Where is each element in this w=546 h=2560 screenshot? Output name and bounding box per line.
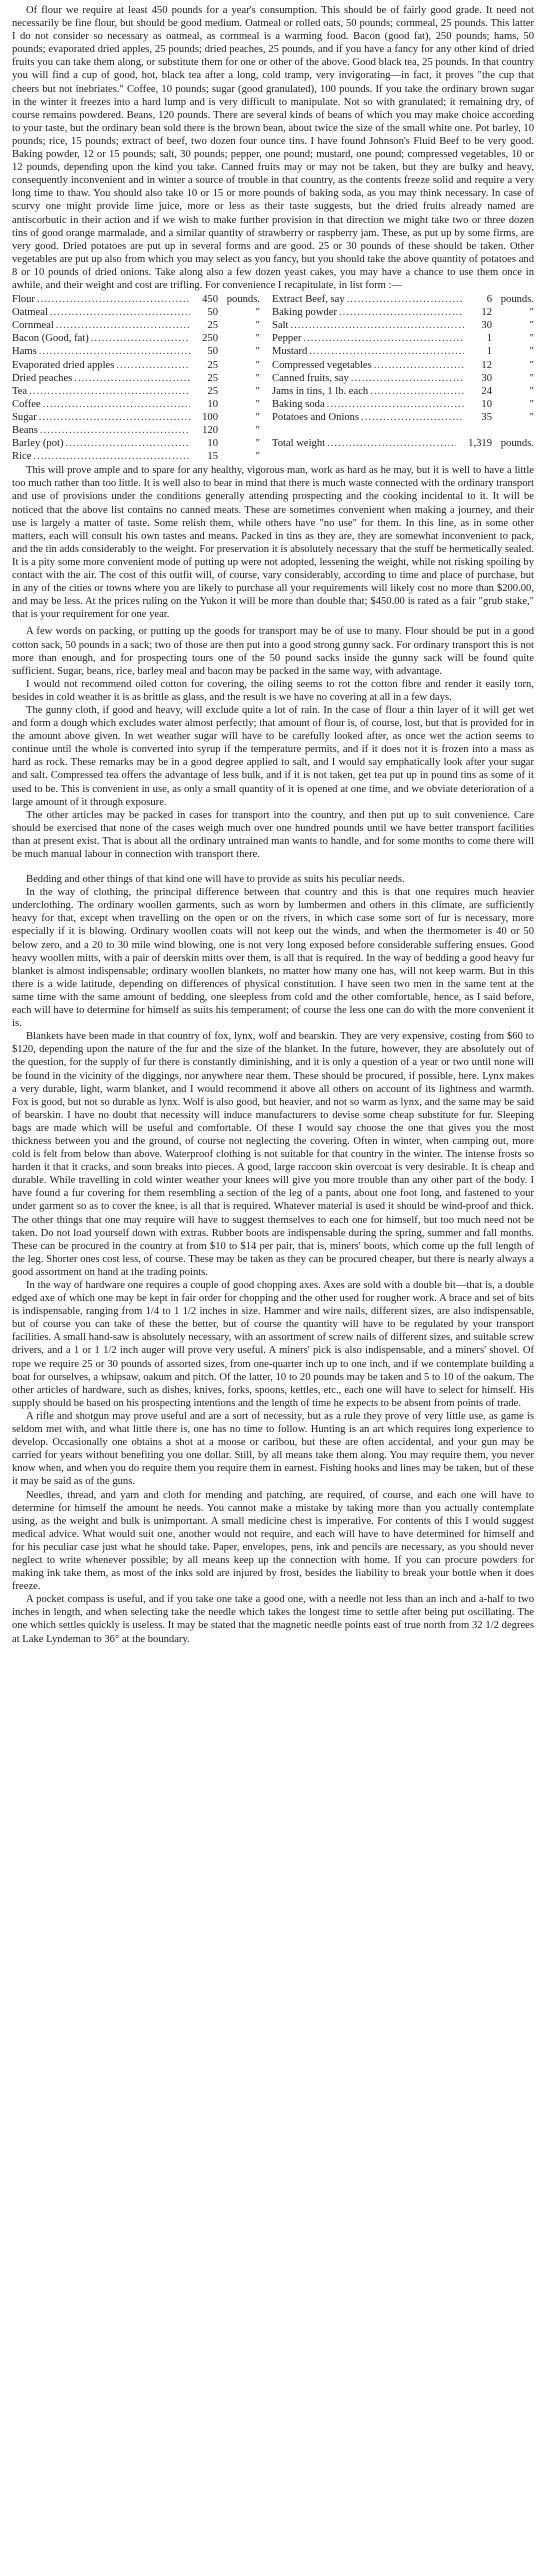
provision-name: Pepper bbox=[272, 333, 302, 345]
provision-name: Potatoes and Onions bbox=[272, 411, 360, 423]
provision-row bbox=[12, 424, 260, 437]
provision-name: Coffee bbox=[12, 398, 41, 410]
leader-dots bbox=[37, 293, 190, 306]
provision-row bbox=[12, 411, 260, 424]
provision-unit: " bbox=[529, 333, 534, 345]
provision-row bbox=[12, 437, 260, 450]
provision-unit: " bbox=[529, 411, 534, 423]
leader-dots bbox=[361, 411, 464, 424]
provision-name: Barley (pot) bbox=[12, 438, 64, 450]
provision-unit: " bbox=[255, 372, 260, 384]
provision-name: Tea bbox=[12, 385, 28, 397]
provision-row bbox=[272, 385, 534, 398]
provision-name: Beans bbox=[12, 425, 38, 436]
provision-row bbox=[12, 359, 260, 372]
provision-row bbox=[12, 306, 260, 319]
paragraph: In the way of clothing, the principal difference between that country and this is that one requires much heavier underclothing. The ordinary woollen garments, such as worn by lumbermen and others in this climate, are sufficiently heavy for that, except when travelling on the open or on the rivers, in which case some sort of fur is necessary, more especially if it is blowing. Ordinary woollen coats will not keep out the winds, and when the thermometer is 40 or 50 below zero, and a 20 to 30 mile wind blowing, one is not very long exposed before considerable suffering ensues. Good heavy woollen mitts, with a pair of deerskin mitts over them, is all that is required. In the way of bedding a good heavy fur blanket is almost indispensable; ordinary woollen blankets, no matter how many one has, will not keep warm. But in this there is a wide latitude, depending on differences of physical constitution. I have seen two men in the same tent at the same time with the same amount of bedding, one sleepless from cold and the other comfortable, hence, as I said before, each will have to determine for himself as suits his temperament; of course the less one can do with the more convenient it is. bbox=[12, 887, 534, 1030]
provision-qty: 1 bbox=[486, 346, 492, 358]
provision-qty: 30 bbox=[481, 320, 492, 332]
provision-row bbox=[12, 319, 260, 332]
paragraph: Needles, thread, and yarn and cloth for mending and patching, are required, of course, and each one will have to determine for himself the amount he needs. You cannot make a mistake by taking more than you actually contemplate using, as the weight and bulk is unimportant. A small medicine chest is imperative. For contents of this I would suggest medical advice. What would suit one, another would not require, and each will have to have determined for himself and for his peculiar case just what he should take. Paper, envelopes, pens, ink and pencils are necessary, as you should never neglect to write whenever possible; by all means keep up the connection with home. If you can procure powders for making ink take them, as most of the inks sold are injured by frost, besides the liability to break your bottle when it does freeze. bbox=[12, 1489, 534, 1593]
provision-name: Hams bbox=[12, 346, 37, 358]
paragraph: The other articles may be packed in cases for transport into the country, and then put up to suit convenience. Care should be exercised that none of the cases weigh much over one hundred pounds until we have better transport facilities than at present exist. That is about all the ordinary untrained man wants to handle, and for some months to come there will be much manual labour in connection with transport there. bbox=[12, 809, 534, 860]
provision-qty: 12 bbox=[481, 359, 492, 371]
paragraph: In the way of hardware one requires a couple of good chopping axes. Axes are sold with a double bit—that is, a double edged axe of which one may be kept in fair order for chopping and the other used for rougher work. A brace and set of bits is indispensable, ranging from 1/4 to 1 1/2 inches in size. Hammer and wire nails, different sizes, are also indispensable, but of course you can take of these the better, but of course the quantity will have to be regulated by your transport facilities. A small hand-saw is absolutely necessary, with an assortment of screw nails of different sizes, and suitable screw drivers, and a 1 or 1 1/2 inch auger will prove very useful. A miners' pick is also indispensable, and a miners' shovel. Of rope we require 25 or 30 pounds of assorted sizes, from one-quarter inch up to one inch, and if we contemplate building a boat for ourselves, a whipsaw, oakum and pitch. Of the latter, 10 to 20 pounds may be taken and 5 to 10 of the oakum. The other articles of hardware, such as dishes, knives, forks, spoons, kettles, etc., each one will have to select for himself. His supply should be based on his prospecting intentions and the length of time he expects to be absent from points of trade. bbox=[12, 1280, 534, 1409]
leader-dots bbox=[56, 319, 190, 332]
provision-name: Sugar bbox=[12, 411, 37, 423]
provision-unit: " bbox=[255, 398, 260, 410]
provision-qty: 25 bbox=[207, 320, 218, 332]
provision-qty: 50 bbox=[207, 346, 218, 358]
provision-row bbox=[272, 372, 534, 385]
provision-qty: 15 bbox=[207, 451, 218, 463]
provision-qty: 25 bbox=[207, 385, 218, 397]
leader-dots bbox=[39, 411, 190, 424]
provision-qty: 12 bbox=[481, 307, 492, 319]
leader-dots bbox=[290, 319, 464, 332]
paragraph: Blankets have been made in that country of fox, lynx, wolf and bearskin. They are very expensive, costing from $60 to $120, depending upon the nature of the fur and the size of the blanket. In the future, however, they are absolutely out of the question, for the supply of fur there is constantly diminishing, and it is only a question of a year or two until none will be found in the vicinity of the diggings, nor anywhere near them. These should be procured, if possible, here. Lynx makes a very durable, light, warm blanket, and I would recommend it above all others on account of its lightness and warmth. Fox is good, but not so durable as lynx. Wolf is also good, but heavier, and not so warm as lynx, and the same may be said of bearskin. I have no doubt that necessity will induce manufacturers to devise some cheap substitute for fur. Sleeping bags are made which will be useful and comfortable. Of these I would say choose the one that gives you the most thickness between you and the ground, of course not neglecting the covering. Often in winter, when camping out, more cold is felt from below than above. Waterproof clothing is not suitable for that country in the winter. The intense frosts so harden it that it cracks, and soon breaks into pieces. A good, large raccoon skin overcoat is very desirable. It is cheap and durable. While travelling in cold winter weather your knees will give you more trouble than any other part of the body. I have found a fur covering for them resembling a section of the leg of a pants, about one foot long, and fastened to your under garment so as to cover the knee, is all that is required. Whatever material is used it should be wind-proof and thick. The other things that one may require will have to suggest themselves to each one for himself, but too much need not be taken. Do not load yourself down with extras. Rubber boots are indispensable during the spring, summer and fall months. These can be procured in the country at from $10 to $14 per pair, that is, miners' boots, which come up the full length of the leg. Shorter ones cost less, of course. These may be taken as they can be procured cheaper, but there is nearly always a good assortment on hand at the trading points. bbox=[12, 1031, 534, 1278]
provision-name: Salt bbox=[272, 320, 289, 332]
provision-row bbox=[12, 385, 260, 398]
provision-row bbox=[272, 332, 534, 345]
provision-qty: 35 bbox=[481, 411, 492, 423]
provision-unit: " bbox=[255, 385, 260, 397]
provision-row bbox=[272, 319, 534, 332]
provision-qty: 30 bbox=[481, 372, 492, 384]
provision-unit: " bbox=[529, 372, 534, 384]
provision-qty: 6 bbox=[486, 294, 492, 306]
provision-row bbox=[12, 332, 260, 345]
provision-unit: " bbox=[529, 398, 534, 410]
provision-name: Bacon (Good, fat) bbox=[12, 333, 89, 345]
provisions-table bbox=[12, 293, 534, 463]
provision-row bbox=[272, 359, 534, 372]
paragraph: The gunny cloth, if good and heavy, will exclude quite a lot of rain. In the case of flour a thin layer of it will get wet and form a dough which excludes water almost perfectly; that amount of flour is, of course, lost, but that is provided for in the amount above given. In wet weather sugar will have to be carefully looked after, as once wet the action seems to continue until the whole is converted into syrup if the temperature permits, and if it does not it is frozen into a mass as hard as rock. These remarks may be in a good degree applied to salt, and I would say emphatically look after your sugar and salt. Compressed tea offers the advantage of less bulk, and if it is not taken, get tea put up in pound tins as some of it used to be. This is convenient in use, as only a small quantity of it is opened at one time, and we obviate deterioration of a large amount of it through exposure. bbox=[12, 704, 534, 808]
document-page bbox=[12, 4, 534, 1646]
provision-row bbox=[272, 306, 534, 319]
provision-qty: 25 bbox=[207, 372, 218, 384]
provision-row bbox=[12, 372, 260, 385]
paragraph: This will prove ample and to spare for any healthy, vigorous man, work as hard as he may, but it is well to have a little too much rather than too little. It is well also to bear in mind that there is much waste connected with the ordinary transport and use of provisions under the conditions generally attending prospecting and the cooking incidental to it. It will be noticed that the above list contains no canned meats. These are sometimes convenient when making a journey, and their use is largely a matter of taste. Some relish them, while others have "no use" for them. In this line, as in some other matters, each will consult his own tastes and means. Packed in tins as they are, they are somewhat inconvenient to pack, and the tin adds considerably to the weight. For preservation it is absolutely necessary that the stuff be hermetically sealed. It is a pity some more convenient mode of putting up were not adopted, lessening the weight, while not risking spoiling by contact with the air. The cost of this outfit will, of course, vary considerably, according to time and place of purchase, but in any of the cities or towns where you are likely to purchase all your requirements will likely cost no more than $200.00, and may be less. At the prices ruling on the Yukon it will be more than double that; $450.00 is rated as a fair "grub stake," that is your requirement for one year. bbox=[12, 465, 534, 621]
paragraph: I would not recommend oiled cotton for covering, the oiling seems to rot the cotton fibre and render it easily torn, besides in cold weather it is as brittle as glass, and the result is we have no covering at all in a few days. bbox=[12, 678, 534, 703]
provision-name: Flour bbox=[12, 294, 35, 306]
provision-row bbox=[272, 345, 534, 358]
provision-unit: " bbox=[529, 359, 534, 371]
provisions-column-left bbox=[12, 293, 260, 463]
provision-unit: " bbox=[255, 359, 260, 371]
provision-name: Oatmeal bbox=[12, 307, 48, 319]
leader-dots bbox=[370, 385, 464, 398]
provision-row bbox=[12, 293, 260, 306]
leader-dots bbox=[327, 398, 464, 411]
leader-dots bbox=[116, 359, 190, 372]
provision-unit: " bbox=[255, 320, 260, 332]
provisions-total-unit: pounds. bbox=[500, 438, 534, 449]
provision-qty: 120 bbox=[202, 425, 218, 436]
leader-dots bbox=[50, 306, 190, 319]
paragraph: A pocket compass is useful, and if you take one take a good one, with a needle not less than an inch and a-half to two inches in length, and when selecting take the needle which takes the longest time to settle after being put oscillating. The one which settles quickly is useless. It may be stated that the magnetic needle points east of true north from 32 1/2 degrees at Lake Lyndeman to 36° at the boundary. bbox=[12, 1594, 534, 1645]
paragraph: A rifle and shotgun may prove useful and are a sort of necessity, but as a rule they prove of very little use, as game is seldom met with, and what little there is, one has no time to follow. Hunting is an art which requires long experience to develop. Occasionally one obtains a shot at a moose or caribou, but these are often accidental, and your gun may be carried for years without benefiting you one dollar. Still, by all means take them along. You may require them, you never know when, and when you do require them you require them in earnest. Fishing hooks and lines may be taken, but of these it may be said as of the guns. bbox=[12, 1410, 534, 1488]
provision-row bbox=[272, 293, 534, 306]
provision-unit: " bbox=[529, 307, 534, 319]
provision-qty: 10 bbox=[207, 398, 218, 410]
leader-dots bbox=[43, 398, 190, 411]
leader-dots bbox=[29, 385, 190, 398]
leader-dots bbox=[309, 345, 464, 358]
provision-unit: pounds. bbox=[226, 294, 260, 306]
provision-unit: " bbox=[255, 451, 260, 463]
leader-dots bbox=[374, 359, 464, 372]
provision-qty: 450 bbox=[202, 294, 218, 306]
provision-row bbox=[272, 411, 534, 424]
provision-name: Baking powder bbox=[272, 307, 338, 319]
leader-dots bbox=[347, 293, 464, 306]
leader-dots bbox=[40, 424, 190, 437]
provision-qty: 1 bbox=[486, 333, 492, 345]
paragraph: A few words on packing, or putting up the goods for transport may be of use to many. Flour should be put in a good cotton sack, 50 pounds in a sack; two of those are then put into a good strong gunny sack. For ordinary transport this is not more than enough, and for prospecting tours one of the 50 pound sacks inside the gunny sack will be found quite sufficient. Sugar, beans, rice, barley meal and bacon may be packed in the same way, with advantage. bbox=[12, 626, 534, 677]
provision-unit: " bbox=[255, 425, 260, 436]
provision-row bbox=[12, 398, 260, 411]
provision-name: Dried peaches bbox=[12, 372, 73, 384]
provisions-column-right bbox=[272, 293, 534, 463]
provision-name: Extract Beef, say bbox=[272, 294, 345, 306]
provision-unit: " bbox=[529, 385, 534, 397]
leader-dots bbox=[303, 332, 464, 345]
leader-dots bbox=[74, 372, 190, 385]
provision-unit: " bbox=[255, 307, 260, 319]
provision-unit: " bbox=[255, 411, 260, 423]
provision-unit: " bbox=[255, 438, 260, 450]
provision-row bbox=[12, 450, 260, 463]
provision-qty: 10 bbox=[207, 438, 218, 450]
section-bedding-clothing-hardware bbox=[12, 873, 534, 1646]
provision-qty: 250 bbox=[202, 333, 218, 345]
provision-qty: 10 bbox=[481, 398, 492, 410]
provision-unit: " bbox=[529, 346, 534, 358]
provision-unit: " bbox=[255, 346, 260, 358]
provision-name: Canned fruits, say bbox=[272, 372, 349, 384]
provision-name: Baking soda bbox=[272, 398, 325, 410]
provision-name: Mustard bbox=[272, 346, 308, 358]
paragraph: Of flour we require at least 450 pounds for a year's consumption. This should be of fairly good grade. It need not necessarily be fine flour, but should be good medium. Oatmeal or rolled oats, 50 pounds; cornmeal, 25 pounds. This latter I do not consider so necessary as oatmeal, as cornmeal is a warming food. Bacon (good fat), 250 pounds; hams, 50 pounds; evaporated dried apples, 25 pounds; dried peaches, 25 pounds, and if you have a fancy for any other kind of dried fruits you can take them along, or substitute them for one or other of the above. Good black tea, 25 pounds. In that country you will find a cup of good, hot, black tea after a long, cold tramp, very invigorating—in fact, it proves "the cup that cheers but not inebriates." Coffee, 10 pounds; sugar (good granulated), 100 pounds. If you take the ordinary brown sugar in the winter it freezes into a hard lump and is very difficult to manipulate. Not so with granulated; it remaining dry, of course remains powdered. Beans, 120 pounds. There are several kinds of beans of which you may make choice according to your taste, but the ordinary bean sold there is the brown bean, about twice the size of the small white one. Pot barley, 10 pounds; rice, 15 pounds; extract of beef, two dozen four ounce tins. I have found Johnson's Fluid Beef to be very good. Baking powder, 12 or 15 pounds; salt, 30 pounds; pepper, one pound; mustard, one pound; compressed vegetables, 10 or 12 pounds, depending upon the kind you take. Canned fruits may or may not be taken, but they are bulky and heavy, consequently inconvenient and in winter a source of trouble in that country, as the contents freeze solid and require a very long time to thaw. You should also take 10 or 15 or more pounds of baking soda, as you may think necessary. In case of scurvy one might provide lime juice, more or less as their taste suggests, but the dried fruits already named are antiscorbutic in their action and if we wish to make further provision in that direction we might take two or three dozen tins of good orange marmalade, and a similar quantity of strawberry or raspberry jam. These, as put up by some firms, are very good. Dried potatoes are put up in several forms and are good. 25 or 30 pounds of these should be taken. Other vegetables are put up also from which you may select as you fancy, but you should take the above quantity of potatoes and 8 or 10 pounds of dried onions. Take along also a few dozen yeast cakes, you may have a chance to use them once in awhile, and their weight and cost are trifling. For convenience I recapitulate, in list form :— bbox=[12, 5, 534, 291]
leader-dots bbox=[39, 345, 190, 358]
provision-row bbox=[12, 345, 260, 358]
section-packing bbox=[12, 464, 534, 861]
provision-qty: 24 bbox=[481, 385, 492, 397]
leader-dots bbox=[65, 437, 190, 450]
provisions-total-row bbox=[272, 437, 534, 450]
provision-unit: " bbox=[529, 320, 534, 332]
leader-dots bbox=[33, 450, 190, 463]
provision-name: Cornmeal bbox=[12, 320, 54, 332]
provisions-total-label: Total weight bbox=[272, 438, 326, 449]
provision-name: Evaporated dried apples bbox=[12, 359, 115, 371]
provision-name: Rice bbox=[12, 451, 32, 463]
paragraph: Bedding and other things of that kind one will have to provide as suits his peculiar needs. bbox=[26, 874, 405, 886]
provisions-total-qty: 1,319 bbox=[468, 438, 492, 449]
provision-name: Jams in tins, 1 lb. each bbox=[272, 385, 369, 397]
provision-name: Compressed vegetables bbox=[272, 359, 372, 371]
provision-row bbox=[272, 398, 534, 411]
leader-dots bbox=[91, 332, 190, 345]
section-provisions-intro bbox=[12, 4, 534, 292]
leader-dots bbox=[351, 372, 464, 385]
provision-qty: 50 bbox=[207, 307, 218, 319]
provision-unit: pounds. bbox=[500, 294, 534, 306]
leader-dots bbox=[339, 306, 464, 319]
leader-dots bbox=[327, 437, 456, 450]
provision-qty: 100 bbox=[202, 411, 218, 423]
provision-qty: 25 bbox=[207, 359, 218, 371]
provision-unit: " bbox=[255, 333, 260, 345]
